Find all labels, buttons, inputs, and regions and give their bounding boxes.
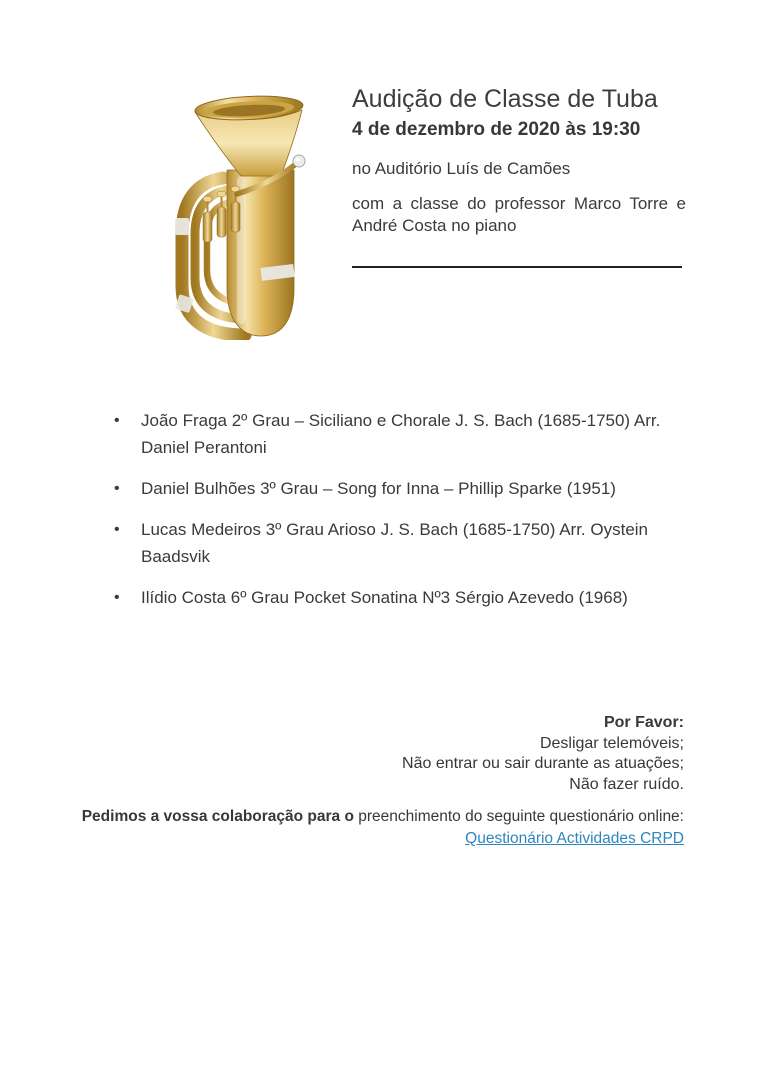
program-list bbox=[113, 407, 661, 625]
courtesy-rule: Desligar telemóveis; bbox=[539, 734, 684, 752]
survey-block bbox=[60, 806, 684, 850]
courtesy-block bbox=[402, 713, 684, 795]
event-header bbox=[352, 84, 686, 268]
courtesy-rule: Não fazer ruído. bbox=[569, 775, 684, 793]
event-datetime: 4 de dezembro de 2020 às 19:30 bbox=[352, 119, 641, 140]
event-venue: no Auditório Luís de Camões bbox=[352, 159, 571, 178]
survey-link[interactable]: Questionário Actividades CRPD bbox=[465, 830, 684, 847]
event-title: Audição de Classe de Tuba bbox=[352, 85, 658, 113]
tuba-icon bbox=[165, 84, 325, 340]
divider-line bbox=[352, 266, 682, 268]
program-item: • João Fraga 2º Grau – Siciliano e Chorale J. S. Bach (1685-1750) Arr. Daniel Perantoni bbox=[113, 407, 661, 461]
program-item: • Lucas Medeiros 3º Grau Arioso J. S. Bach (1685-1750) Arr. Oystein Baadsvik bbox=[113, 516, 661, 570]
survey-request bbox=[60, 806, 684, 828]
event-performers: com a classe do professor Marco Torre e André Costa no piano bbox=[352, 194, 686, 235]
survey-request-bold: Pedimos a vossa colaboração para o bbox=[81, 808, 354, 825]
program-item: • Ilídio Costa 6º Grau Pocket Sonatina Nº3 Sérgio Azevedo (1968) bbox=[113, 584, 661, 611]
tuba-image bbox=[165, 84, 325, 340]
program-item: • Daniel Bulhões 3º Grau – Song for Inna – Phillip Sparke (1951) bbox=[113, 475, 661, 502]
survey-request-rest: preenchimento do seguinte questionário online: bbox=[353, 808, 684, 825]
courtesy-heading: Por Favor: bbox=[603, 714, 684, 731]
courtesy-rule: Não entrar ou sair durante as atuações; bbox=[402, 755, 684, 772]
